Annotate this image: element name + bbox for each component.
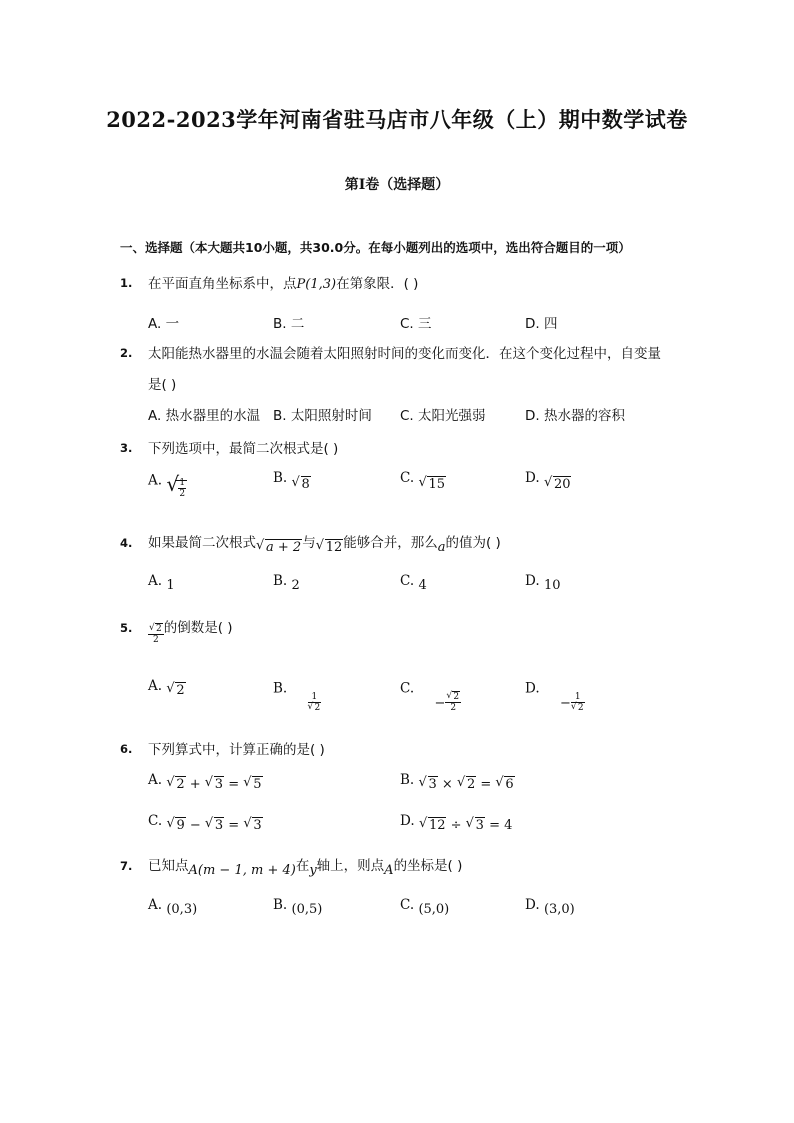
option-a[interactable] bbox=[148, 897, 198, 917]
denominator: 2 bbox=[450, 703, 457, 713]
option-label: C. bbox=[400, 897, 415, 913]
sqrt-expression: √ 15 bbox=[418, 475, 445, 492]
radicand: 2 bbox=[466, 777, 476, 792]
option-label: B. bbox=[273, 897, 288, 913]
option-label: B. bbox=[273, 470, 288, 486]
option-label: C. bbox=[400, 573, 415, 589]
sqrt-expression: √ 2 bbox=[166, 681, 185, 698]
option-value: 1 bbox=[166, 578, 175, 593]
option-label: C. bbox=[400, 680, 415, 697]
math-expression: √ 12 ÷ √ 3 = 4 bbox=[418, 816, 513, 833]
denominator: 2 bbox=[153, 634, 159, 645]
question-number: 2. bbox=[120, 346, 133, 360]
option-label: D. bbox=[525, 897, 540, 913]
option-label: A. bbox=[148, 573, 163, 589]
text-part: 的倒数是( ) bbox=[163, 620, 233, 636]
question-text bbox=[148, 854, 463, 878]
option-value: (0,3) bbox=[166, 902, 198, 917]
math-expression: √ 2 + √ 3 = √ 5 bbox=[166, 775, 262, 792]
sqrt-expression: √ 12 bbox=[315, 538, 343, 555]
sqrt-expression: √ a + 2 bbox=[256, 538, 302, 555]
question-text-line2: 是( ) bbox=[148, 377, 177, 393]
radicand: 2 bbox=[453, 692, 460, 702]
option-d[interactable] bbox=[525, 897, 575, 917]
math-expression: P(1,3) bbox=[296, 277, 337, 292]
option-label: B. bbox=[273, 573, 288, 589]
radicand: 2 bbox=[577, 703, 584, 713]
question-text bbox=[148, 616, 233, 645]
option-value: 2 bbox=[291, 578, 300, 593]
option-label: A. bbox=[148, 772, 163, 788]
text-part: 在平面直角坐标系中，点 bbox=[148, 276, 297, 292]
radicand: 3 bbox=[214, 777, 224, 792]
operator: = bbox=[224, 818, 244, 833]
option-label: D. bbox=[525, 680, 540, 697]
text-part: 能够合并，那么 bbox=[343, 535, 438, 551]
question-text-line1: 太阳能热水器里的水温会随着太阳照射时间的变化而变化．在这个变化过程中，自变量 bbox=[148, 346, 661, 362]
option-c[interactable] bbox=[400, 678, 460, 713]
text-part: 已知点 bbox=[148, 858, 189, 874]
option-value: 10 bbox=[543, 578, 561, 593]
option-value: (0,5) bbox=[291, 902, 323, 917]
radicand: 3 bbox=[428, 777, 437, 792]
option-b[interactable]: B. 太阳照射时间 bbox=[273, 408, 372, 424]
question-text bbox=[148, 531, 501, 555]
denominator: 2 bbox=[179, 489, 186, 499]
question-number: 1. bbox=[120, 276, 133, 290]
option-c[interactable] bbox=[400, 470, 446, 492]
radicand: a + 2 bbox=[266, 540, 302, 555]
section-heading: 一、选择题（本大题共10小题，共30.0分。在每小题列出的选项中，选出符合题目的一项） bbox=[120, 240, 631, 255]
option-a[interactable] bbox=[148, 678, 186, 698]
radicand: 15 bbox=[428, 477, 445, 492]
radicand: 2 bbox=[176, 683, 185, 698]
radicand: 3 bbox=[475, 818, 484, 833]
radicand: 2 bbox=[314, 703, 321, 713]
option-label: A. bbox=[148, 472, 163, 489]
option-value: 4 bbox=[418, 578, 427, 593]
option-b[interactable] bbox=[273, 897, 323, 917]
question-text: 下列选项中，最简二次根式是( ) bbox=[148, 441, 339, 457]
fraction: √ 2 2 bbox=[149, 622, 162, 645]
question-number: 3. bbox=[120, 441, 133, 455]
radicand: 9 bbox=[176, 818, 185, 833]
option-b[interactable] bbox=[273, 678, 321, 713]
math-expression: √ 3 × √ 2 = √ 6 bbox=[418, 775, 514, 792]
fraction: 1 √ 2 bbox=[570, 692, 584, 713]
operator: = bbox=[224, 777, 244, 792]
text-part: 在 bbox=[295, 858, 310, 874]
sqrt-expression: √ 20 bbox=[543, 475, 571, 492]
option-b[interactable] bbox=[400, 772, 515, 792]
option-a[interactable] bbox=[148, 470, 187, 499]
option-label: C. bbox=[400, 470, 415, 486]
sqrt-expression: √ $\frac{1}{2}$ bbox=[166, 472, 186, 499]
radicand: 20 bbox=[553, 477, 571, 492]
fraction: √ 2 2 bbox=[446, 691, 460, 713]
option-label: A. bbox=[148, 897, 163, 913]
math-variable: a bbox=[437, 540, 446, 555]
option-d[interactable] bbox=[525, 573, 561, 593]
math-variable: y bbox=[309, 863, 317, 878]
option-a[interactable]: A. 热水器里的水温 bbox=[148, 408, 261, 424]
signed-fraction bbox=[559, 692, 585, 713]
numerator: 1 bbox=[179, 478, 186, 488]
option-c[interactable] bbox=[400, 573, 427, 593]
radicand: 12 bbox=[428, 818, 446, 833]
radicand: 3 bbox=[253, 818, 262, 833]
text-part: 轴上，则点 bbox=[316, 858, 385, 874]
radicand: 12 bbox=[325, 540, 343, 555]
option-b[interactable] bbox=[273, 470, 311, 492]
math-expression: √ 9 − √ 3 = √ 3 bbox=[166, 816, 262, 833]
text-part: 如果最简二次根式 bbox=[148, 535, 256, 551]
option-c[interactable] bbox=[148, 813, 263, 833]
minus-sign: − bbox=[434, 695, 446, 711]
question-number: 5. bbox=[120, 621, 133, 635]
question-text bbox=[148, 272, 418, 292]
exam-title: 2022-2023学年河南省驻马店市八年级（上）期中数学试卷 bbox=[106, 107, 688, 132]
option-c[interactable]: C. 太阳光强弱 bbox=[400, 408, 486, 424]
sqrt-expression: √ 8 bbox=[291, 475, 310, 492]
signed-fraction bbox=[434, 691, 461, 713]
text-part: 的坐标是( ) bbox=[393, 858, 463, 874]
question-number: 6. bbox=[120, 742, 133, 756]
part-title: 第Ⅰ卷（选择题） bbox=[344, 177, 450, 193]
option-value: (3,0) bbox=[543, 902, 575, 917]
radicand: 2 bbox=[176, 777, 185, 792]
option-d[interactable]: D. 热水器的容积 bbox=[525, 408, 625, 424]
operator: ÷ bbox=[446, 818, 466, 833]
math-variable: A bbox=[384, 863, 394, 878]
operator: = bbox=[476, 777, 496, 792]
option-b[interactable] bbox=[273, 573, 300, 593]
radicand: 8 bbox=[301, 477, 310, 492]
option-label: B. bbox=[273, 680, 288, 697]
option-label: D. bbox=[525, 470, 540, 486]
option-label: D. bbox=[400, 813, 415, 829]
option-label: D. bbox=[525, 573, 540, 589]
numerator: 1 bbox=[308, 692, 322, 703]
radicand: 2 bbox=[156, 623, 162, 634]
option-label: B. bbox=[400, 772, 415, 788]
minus-sign: − bbox=[559, 695, 571, 711]
text-part: 在第象限．( ) bbox=[336, 276, 419, 292]
option-d[interactable] bbox=[525, 470, 571, 492]
operator: = 4 bbox=[484, 818, 513, 833]
option-a[interactable] bbox=[148, 772, 263, 792]
option-label: A. bbox=[148, 678, 163, 694]
question-text: 下列算式中，计算正确的是( ) bbox=[148, 742, 325, 758]
radicand: 3 bbox=[214, 818, 224, 833]
option-value: (5,0) bbox=[418, 902, 450, 917]
radicand: 6 bbox=[505, 777, 514, 792]
operator: − bbox=[185, 818, 205, 833]
option-c[interactable]: C. 三 bbox=[400, 316, 432, 332]
operator: × bbox=[437, 777, 457, 792]
option-d[interactable] bbox=[525, 678, 584, 713]
option-label: C. bbox=[148, 813, 163, 829]
option-b[interactable]: B. 二 bbox=[273, 316, 305, 332]
operator: + bbox=[185, 777, 205, 792]
option-c[interactable] bbox=[400, 897, 450, 917]
text-part: 与 bbox=[302, 535, 316, 551]
radicand: 5 bbox=[253, 777, 262, 792]
question-number: 4. bbox=[120, 536, 133, 550]
question-number: 7. bbox=[120, 859, 133, 873]
numerator: 1 bbox=[571, 692, 585, 703]
math-expression: A(m − 1, m + 4) bbox=[188, 863, 296, 878]
option-a[interactable] bbox=[148, 573, 175, 593]
text-part: 的值为( ) bbox=[445, 535, 501, 551]
option-a[interactable]: A. 一 bbox=[148, 316, 180, 332]
fraction: 1 √ 2 bbox=[307, 692, 321, 713]
option-d[interactable]: D. 四 bbox=[525, 316, 558, 332]
option-d[interactable] bbox=[400, 813, 513, 833]
